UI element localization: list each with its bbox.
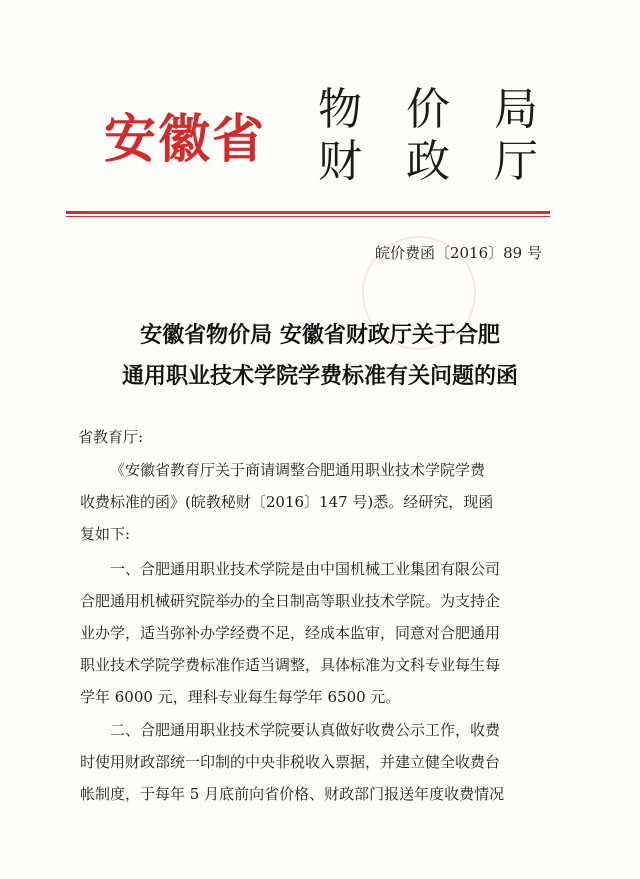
- paragraph-line: 业办学，适当弥补办学经费不足，经成本监审，同意对合肥通用: [80, 624, 501, 642]
- paragraph-line: 一、合肥通用职业技术学院是由中国机械工业集团有限公司: [110, 560, 501, 578]
- issuer-finance-dept: 财政厅: [318, 136, 582, 187]
- paragraph-line: 收费标准的函》(皖教秘财〔2016〕147 号)悉。经研究，现函: [80, 493, 494, 511]
- document-number: 皖价费函〔2016〕89 号: [374, 244, 542, 262]
- red-header-rule: [66, 211, 550, 214]
- body-paragraph-intro: [80, 454, 552, 550]
- paragraph-line: 二、合肥通用职业技术学院要认真做好收费公示工作，收费: [110, 721, 501, 739]
- document-title-line-2: 通用职业技术学院学费标准有关问题的函: [121, 363, 518, 389]
- paragraph-line: 职业技术学院学费标准作适当调整，具体标准为文科专业每生每: [80, 656, 501, 674]
- paragraph-line: 时使用财政部统一印制的中央非税收入票据，并建立健全收费台: [80, 753, 501, 771]
- paragraph-line: 帐制度，于每年 5 月底前向省价格、财政部门报送年度收费情况: [80, 785, 505, 803]
- paragraph-line: 合肥通用机械研究院举办的全日制高等职业技术学院。为支持企: [80, 592, 501, 610]
- red-header-rule-thin: [66, 216, 550, 217]
- paragraph-line: 《安徽省教育厅关于商请调整合肥通用职业技术学院学费: [110, 461, 486, 479]
- paragraph-line: 复如下:: [80, 525, 131, 543]
- paragraph-line: 学年 6000 元，理科专业每生每学年 6500 元。: [80, 688, 401, 706]
- document-title-line-1: 安徽省物价局 安徽省财政厅关于合肥: [140, 322, 500, 348]
- body-paragraph-item-2: [80, 714, 552, 810]
- addressee: 省教育厅:: [78, 428, 144, 446]
- issuer-price-bureau: 物价局: [318, 84, 582, 135]
- issuer-header: [0, 84, 640, 208]
- issuer-province: 安徽省: [104, 109, 267, 170]
- body-paragraph-item-1: [80, 553, 552, 713]
